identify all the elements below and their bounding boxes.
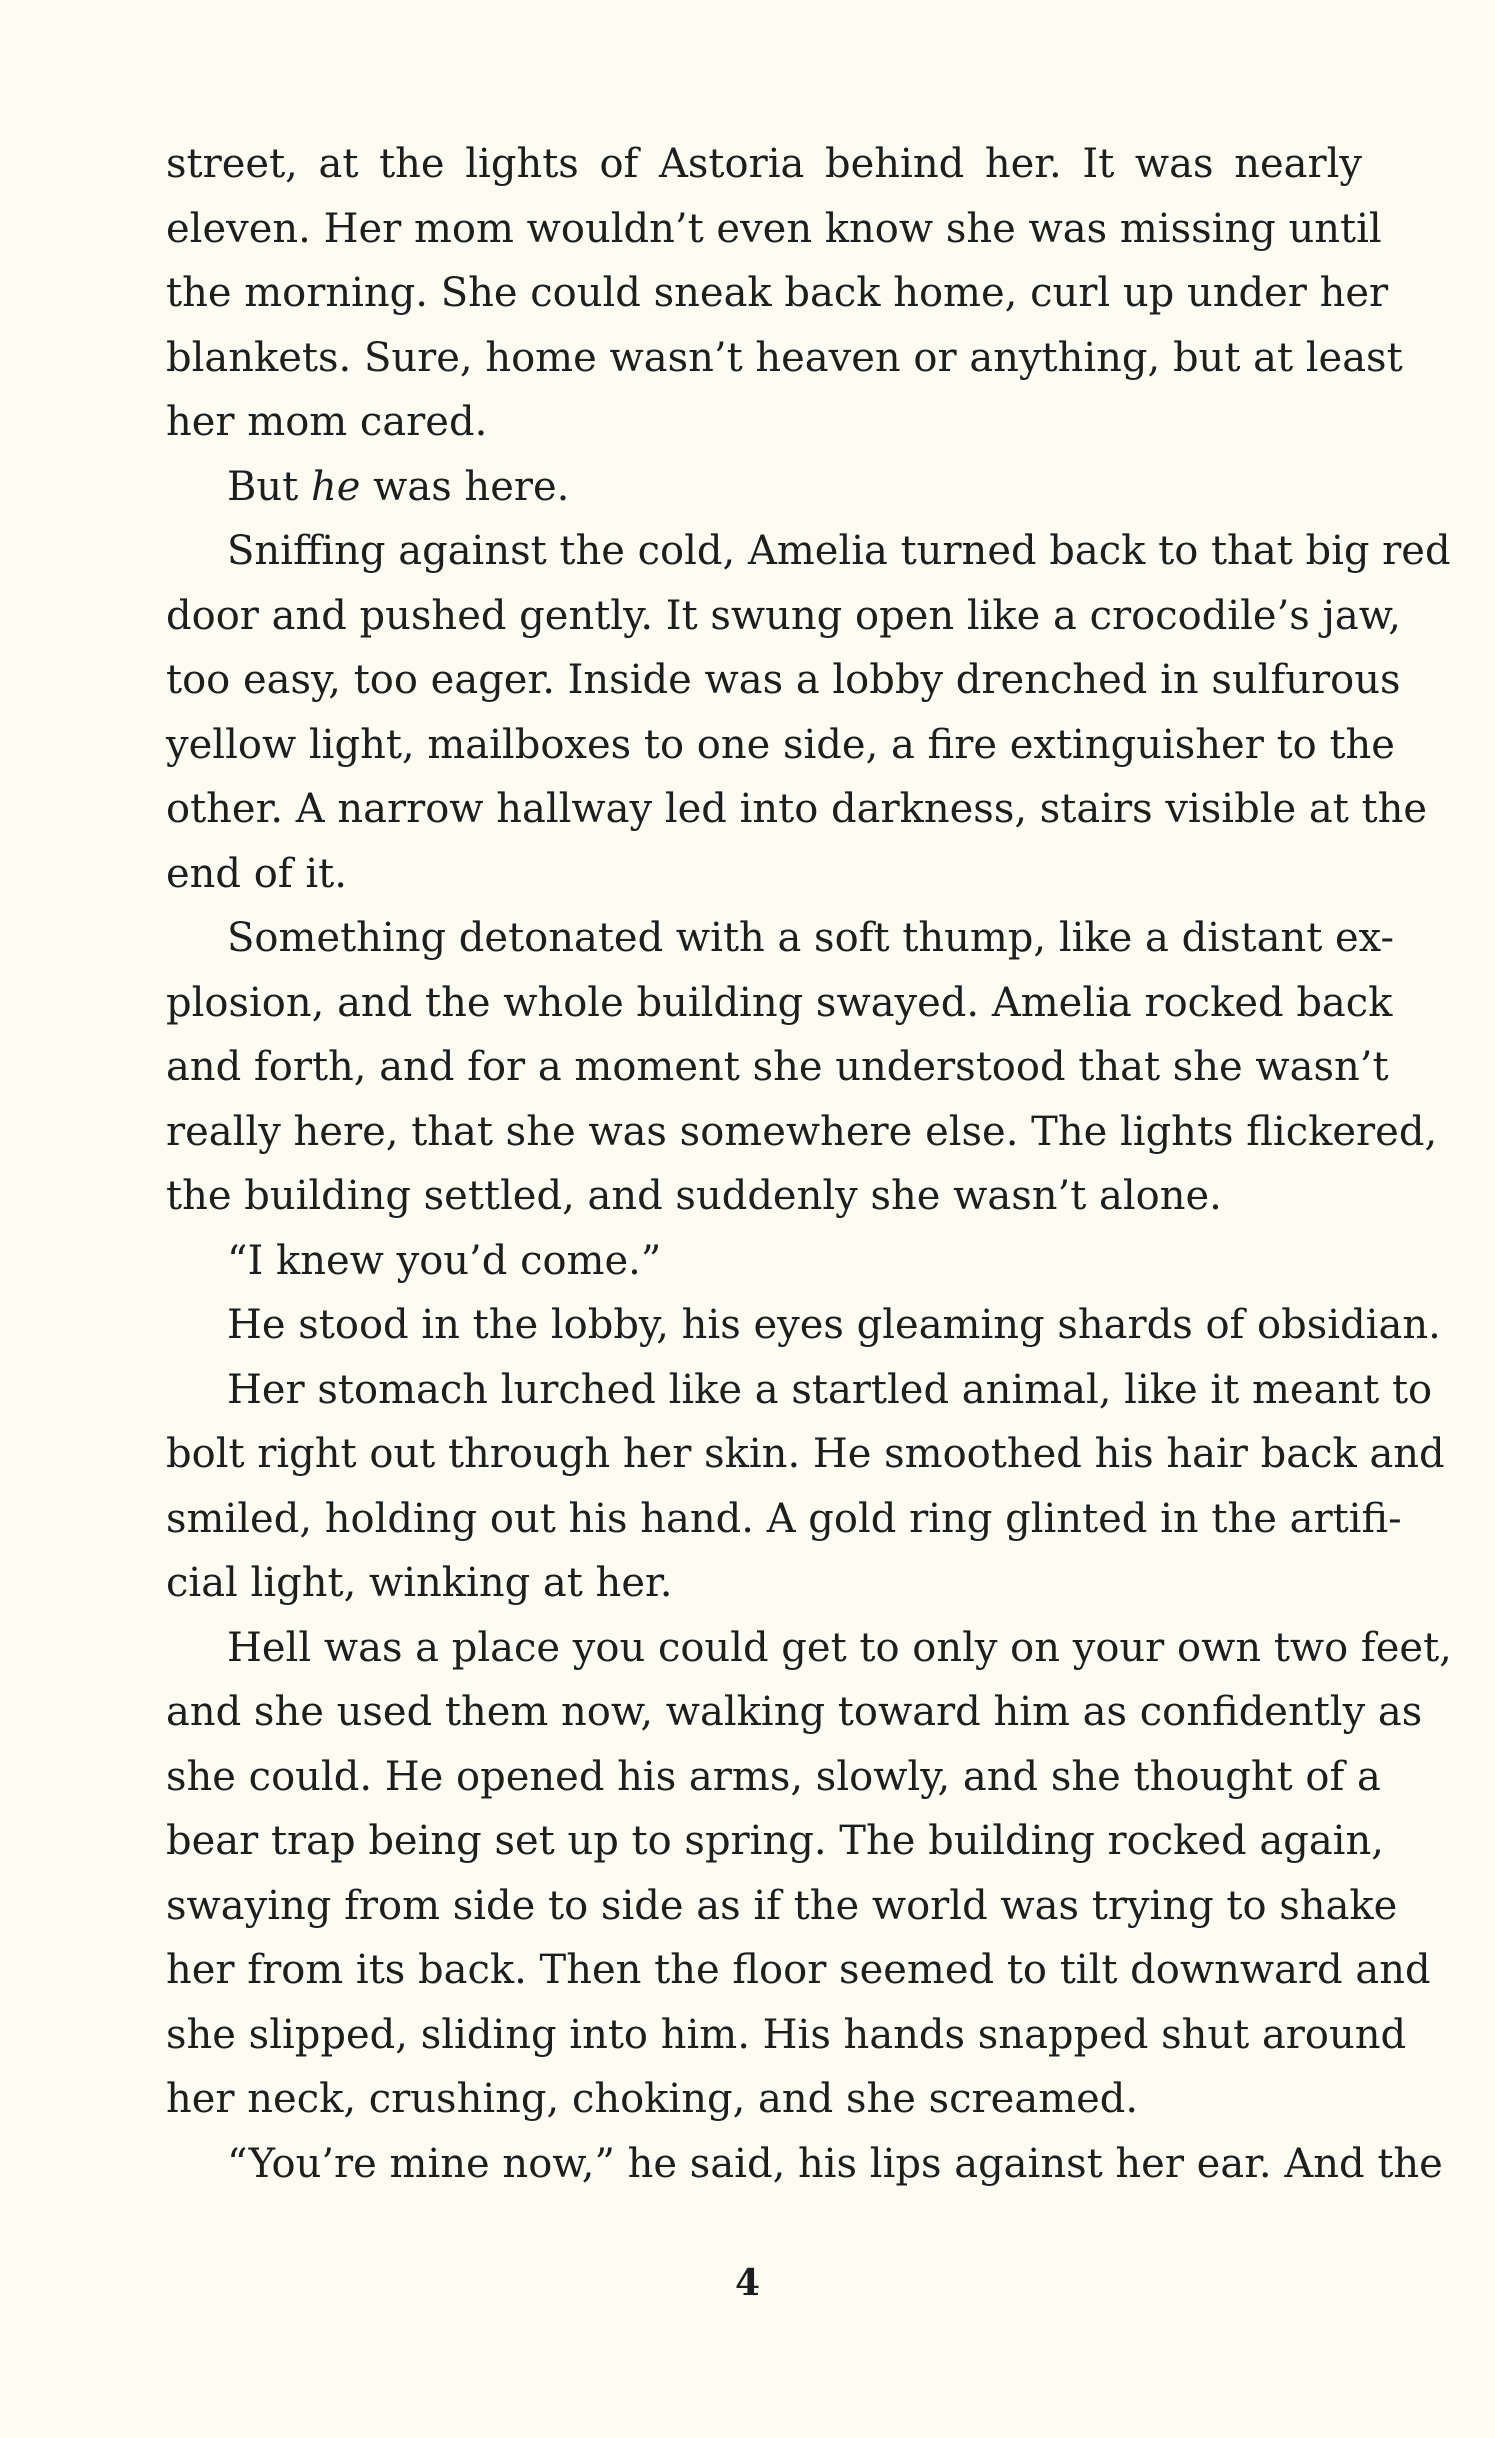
page-number: 4 <box>734 2262 761 2304</box>
text-line: bear trap being set up to spring. The building rocked again, <box>166 1818 1384 1864</box>
text-line: He stood in the lobby, his eyes gleaming shards of obsidian. <box>227 1302 1441 1348</box>
text-line: smiled, holding out his hand. A gold ring glinted in the artifi- <box>166 1495 1402 1542</box>
text-line: eleven. Her mom wouldn’t even know she was missing until <box>166 205 1382 252</box>
text-line-emphasis <box>166 455 1362 520</box>
text-line: “You’re mine now,” he said, his lips against her ear. And the <box>227 2140 1443 2187</box>
text-fragment: was here. <box>360 463 570 510</box>
text-line: Hell was a place you could get to only on your own two feet, <box>227 1624 1452 1671</box>
text-line: plosion, and the whole building swayed. Amelia rocked back <box>166 979 1393 1026</box>
text-line: door and pushed gently. It swung open like a crocodile’s jaw, <box>166 592 1401 639</box>
text-line: the morning. She could sneak back home, curl up under her <box>166 270 1389 316</box>
text-line: her mom cared. <box>166 399 488 445</box>
text-fragment: But <box>227 463 311 510</box>
text-line: other. A narrow hallway led into darkness, stairs visible at the <box>166 786 1428 832</box>
text-line: “I knew you’d come.” <box>227 1237 662 1284</box>
text-line: street, at the lights of Astoria behind her. It was nearly <box>166 141 1362 187</box>
text-line: Something detonated with a soft thump, like a distant ex- <box>227 915 1395 961</box>
text-line: she could. He opened his arms, slowly, and she thought of a <box>166 1753 1381 1800</box>
text-line: her from its back. Then the floor seemed to tilt downward and <box>166 1947 1431 1993</box>
text-line: cial light, winking at her. <box>166 1560 673 1606</box>
text-line: swaying from side to side as if the world was trying to shake <box>166 1882 1398 1929</box>
text-line: bolt right out through her skin. He smoothed his hair back and <box>166 1431 1445 1477</box>
text-line: and she used them now, walking toward him as confidently as <box>166 1689 1423 1735</box>
text-line: blankets. Sure, home wasn’t heaven or anything, but at least <box>166 334 1403 381</box>
body-text <box>166 132 1452 2196</box>
text-line: yellow light, mailboxes to one side, a fire extinguisher to the <box>166 721 1395 768</box>
text-line: the building settled, and suddenly she wasn’t alone. <box>166 1173 1222 1219</box>
text-line: too easy, too eager. Inside was a lobby drenched in sulfurous <box>166 657 1401 703</box>
text-line: her neck, crushing, choking, and she screamed. <box>166 2076 1139 2122</box>
italic-word: he <box>310 463 361 510</box>
text-line: Sniffing against the cold, Amelia turned back to that big red <box>227 528 1451 574</box>
text-line: really here, that she was somewhere else. The lights flickered, <box>166 1108 1438 1155</box>
text-line: she slipped, sliding into him. His hands snapped shut around <box>166 2011 1407 2058</box>
text-line: Her stomach lurched like a startled animal, like it meant to <box>227 1366 1433 1413</box>
text-line: end of it. <box>166 850 347 897</box>
text-line: and forth, and for a moment she understood that she wasn’t <box>166 1044 1389 1090</box>
